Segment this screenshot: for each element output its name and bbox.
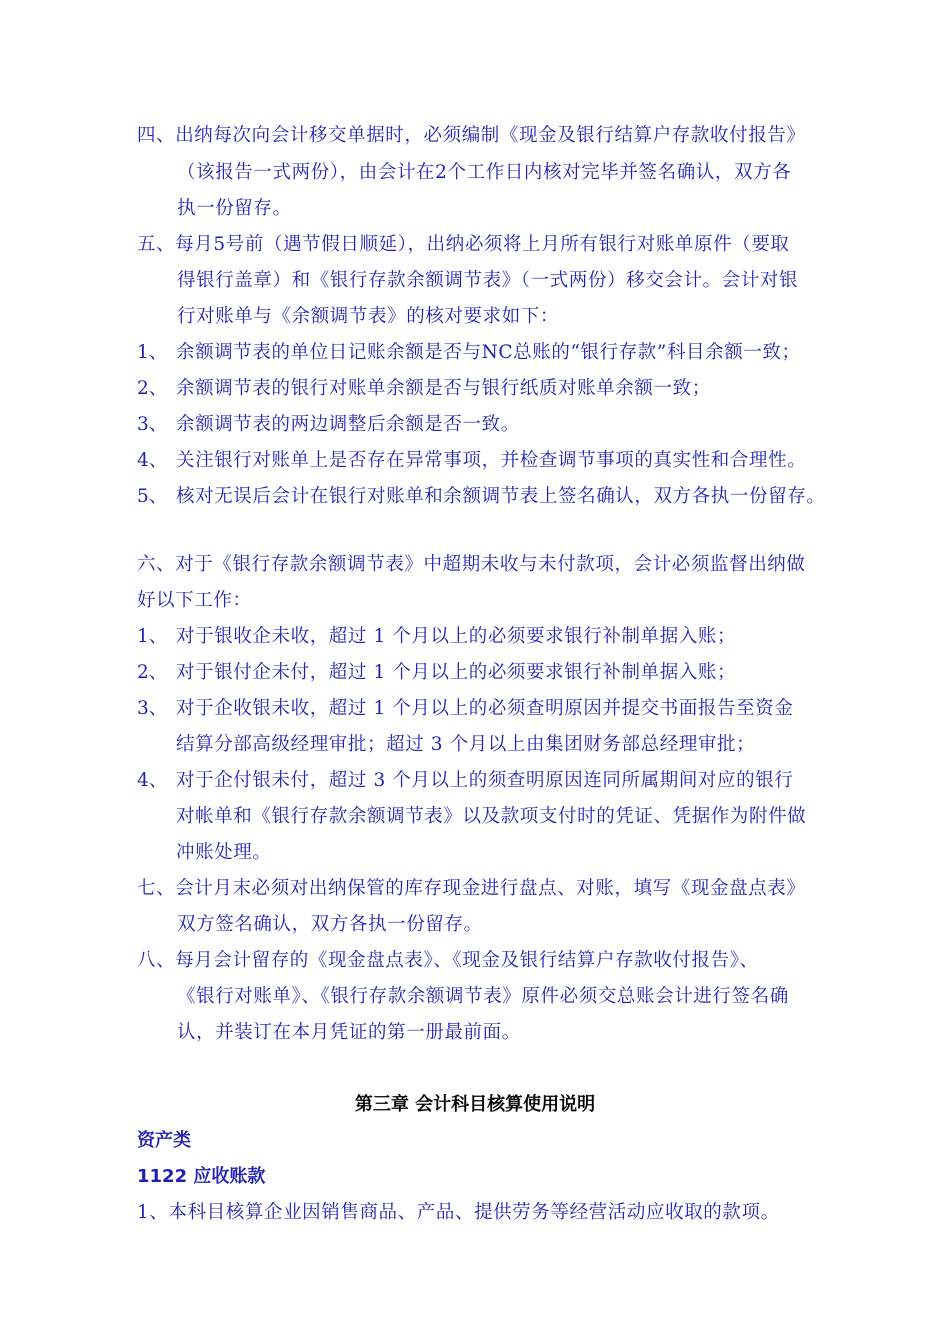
category-heading: 资产类 [137,1130,191,1151]
section5-line1: 五、每月5号前（遇节假日顺延），出纳必须将上月所有银行对账单原件（要取 [137,234,790,255]
list-item: 对于银收企未收，超过 1 个月以上的必须要求银行补制单据入账； [176,626,737,647]
section6-line2: 好以下工作： [137,590,252,611]
list-number: 3、 [137,698,168,719]
list-item-continuation: 对帐单和《银行存款余额调节表》以及款项支付时的凭证、凭据作为附件做 [176,806,807,827]
list-number: 2、 [137,378,168,399]
section5-line2: 得银行盖章）和《银行存款余额调节表》（一式两份）移交会计。会计对银 [177,270,799,291]
list-number: 1、 [137,342,168,363]
list-number: 4、 [137,770,168,791]
list-number: 2、 [137,662,168,683]
section8-line3: 认，并装订在本月凭证的第一册最前面。 [177,1022,521,1043]
list-number: 4、 [137,450,168,471]
list-number: 3、 [137,414,168,435]
section5-line3: 行对账单与《余额调节表》的核对要求如下： [177,306,560,327]
list-item: 对于银付企未付，超过 1 个月以上的必须要求银行补制单据入账； [176,662,737,683]
list-item: 余额调节表的单位日记账余额是否与NC总账的“银行存款”科目余额一致； [176,342,801,363]
chapter-title: 第三章 会计科目核算使用说明 [354,1094,596,1115]
section4-line3: 执一份留存。 [177,198,292,219]
list-item: 对于企收银未收，超过 1 个月以上的必须查明原因并提交书面报告至资金 [176,698,794,719]
list-number: 1、 [137,626,168,647]
section7-line1: 七、会计月末必须对出纳保管的库存现金进行盘点、对账，填写《现金盘点表》 [137,878,806,899]
list-item: 核对无误后会计在银行对账单和余额调节表上签名确认，双方各执一份留存。 [176,486,826,507]
account-heading: 1122 应收账款 [137,1166,266,1187]
list-item-continuation: 冲账处理。 [176,842,272,863]
section7-line2: 双方签名确认，双方各执一份留存。 [177,914,483,935]
chapter3-item1: 1、本科目核算企业因销售商品、产品、提供劳务等经营活动应收取的款项。 [137,1202,780,1223]
list-item: 对于企付银未付，超过 3 个月以上的须查明原因连同所属期间对应的银行 [176,770,794,791]
list-item: 余额调节表的银行对账单余额是否与银行纸质对账单余额一致； [176,378,711,399]
section4-line1: 四、出纳每次向会计移交单据时，必须编制《现金及银行结算户存款收付报告》 [137,125,806,146]
section6-line1: 六、对于《银行存款余额调节表》中超期未收与未付款项，会计必须监督出纳做 [137,554,806,575]
list-item: 关注银行对账单上是否存在异常事项，并检查调节事项的真实性和合理性。 [176,450,807,471]
section8-line1: 八、每月会计留存的《现金盘点表》、《现金及银行结算户存款收付报告》、 [137,950,759,971]
section8-line2: 《银行对账单》、《银行存款余额调节表》原件必须交总账会计进行签名确 [177,986,789,1007]
list-item-continuation: 结算分部高级经理审批；超过 3 个月以上由集团财务部总经理审批； [176,734,756,755]
section4-line2: （该报告一式两份），由会计在2个工作日内核对完毕并签名确认，双方各 [177,162,792,183]
list-number: 5、 [137,486,168,507]
list-item: 余额调节表的两边调整后余额是否一致。 [176,414,520,435]
